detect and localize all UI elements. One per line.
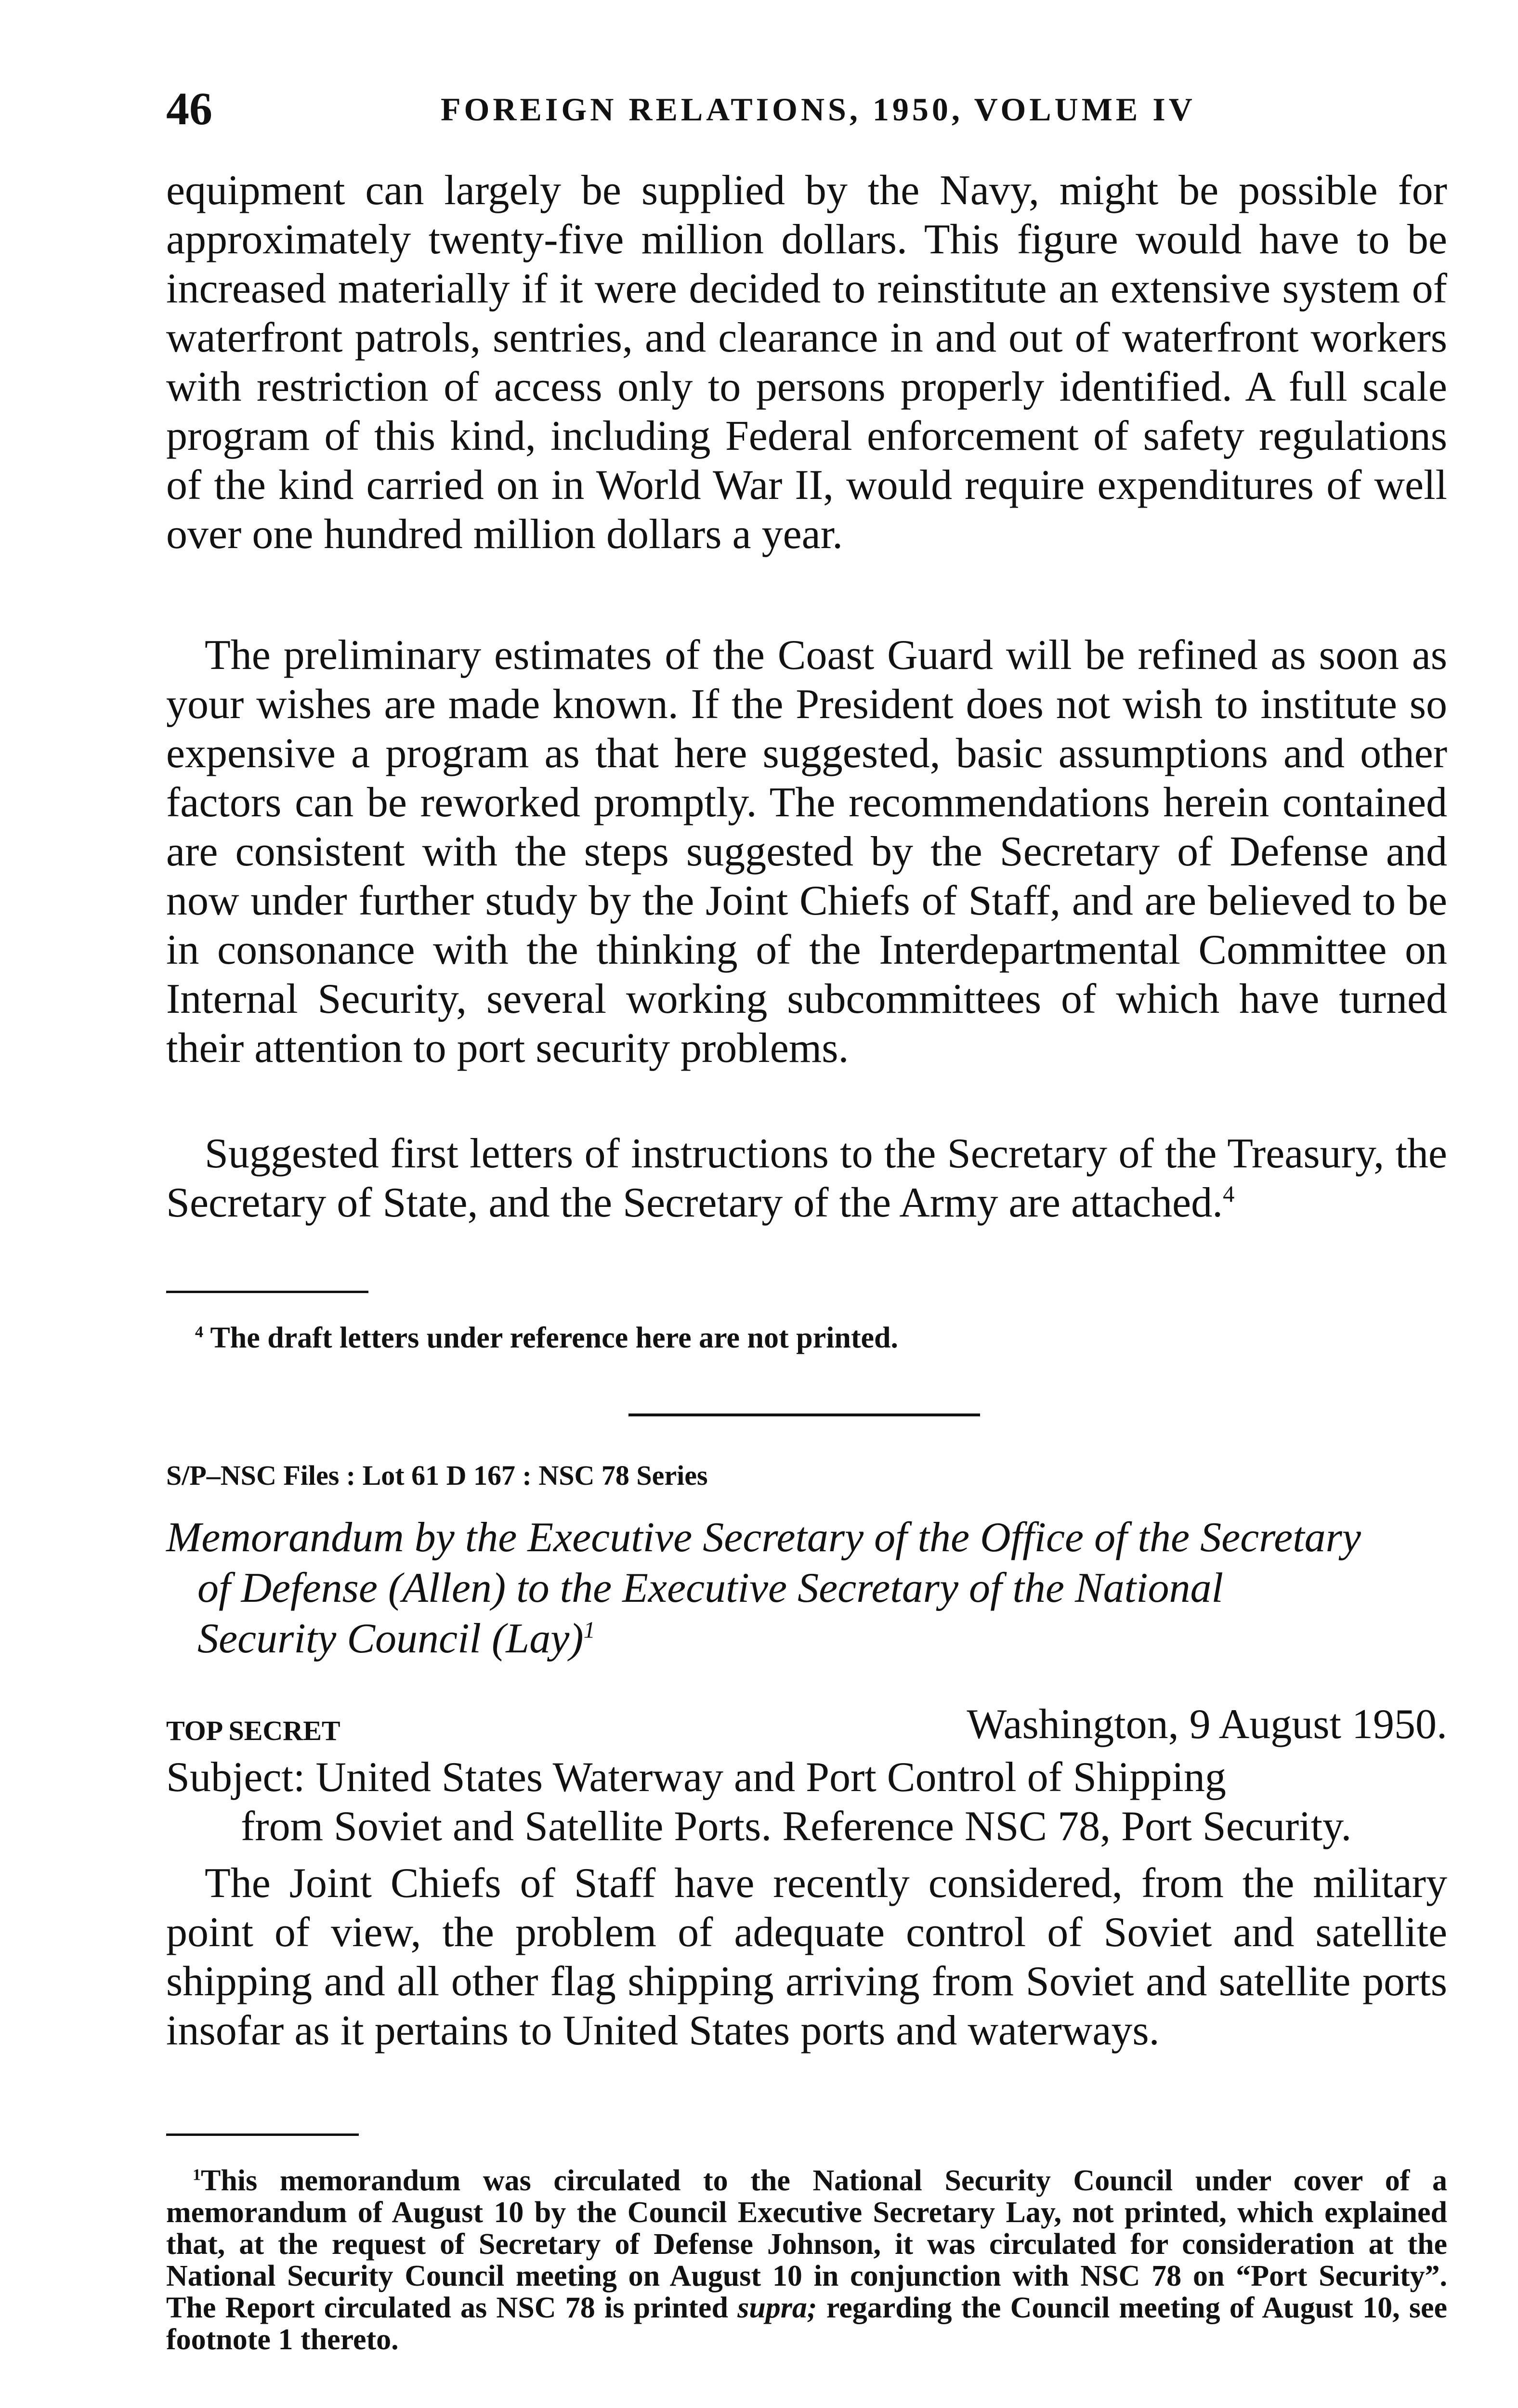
footnote-marker: 4 [1223, 1181, 1235, 1207]
footnote-emphasis: supra; [737, 2291, 817, 2324]
paragraph-text: equipment can largely be supplied by the Navy, might be possible for approximately twenty-five million dollars. This figure would have to be increased materially if it were decided to reinstitute an extensive system of waterfront patrols, sentries, and clearance in and out of waterfront workers with restriction of access only to persons properly identified. A full scale program of this kind, including Federal enforcement of safety regulations of the kind carried on in World War II, would require expenditures of well over one hundred million dollars a year. [166, 167, 1447, 558]
paragraph-text: Suggested first letters of instructions to the Secretary of the Treasury, the Secretary of State, and the Secretary of the Army are attached. [166, 1130, 1447, 1226]
classification-label: TOP SECRET [166, 1715, 340, 1746]
footnote-1 [166, 2165, 1447, 2356]
footnote-rule [166, 2133, 359, 2136]
paragraph-jcs [166, 1859, 1447, 2055]
footnote-marker: 1 [193, 2166, 201, 2184]
document-title [166, 1512, 1447, 1664]
page-number: 46 [166, 83, 212, 134]
footnote-text: regarding the Council meeting of August 10, see footnote 1 thereto. [166, 2291, 1447, 2356]
footnote-text: This memorandum was circulated to the National Security Council under cover of a memorandum of August 10 by the Council Executive Secretary Lay, not printed, which explained that, at the request of Secretary of Defense Johnson, it was circulated for consideration at the National Security Council meeting on August 10 in conjunction with NSC 78 on “Port Security”. The Report circulated as NSC 78 is printed [166, 2164, 1447, 2324]
running-head: FOREIGN RELATIONS, 1950, VOLUME IV [441, 91, 1196, 128]
paragraph-text: The preliminary estimates of the Coast Guard will be refined as soon as your wishes are made known. If the President does not wish to institute so expensive a program as that here suggested, basic assumptions and other factors can be reworked promptly. The recommendations herein contained are consistent with the steps suggested by the Secretary of Defense and now under further study by the Joint Chiefs of Staff, and are believed to be in consonance with the thinking of the Interdepartmental Committee on Internal Security, several working subcommittees of which have turned their attention to port security problems. [166, 632, 1447, 1072]
footnote-4 [166, 1322, 1447, 1354]
subject-line [166, 1753, 1447, 1851]
footnote-marker: 4 [195, 1323, 204, 1341]
footnote-text: The draft letters under reference here are not printed. [210, 1322, 898, 1354]
paragraph-estimates [166, 631, 1447, 1073]
paragraph-text: The Joint Chiefs of Staff have recently considered, from the military point of view, the problem of adequate control of Soviet and satellite shipping and all other flag shipping arriving from Soviet and satellite ports insofar as it pertains to United States ports and waterways. [166, 1860, 1447, 2054]
title-line: Security Council (Lay) [197, 1615, 584, 1662]
subject-text: Subject: United States Waterway and Port Control of Shipping [166, 1754, 1226, 1801]
paragraph-continuation [166, 166, 1447, 559]
source-citation: S/P–NSC Files : Lot 61 D 167 : NSC 78 Series [166, 1460, 708, 1491]
title-line: Memorandum by the Executive Secretary of the Office of the Secretary [166, 1514, 1361, 1561]
title-line: of Defense (Allen) to the Executive Secretary of the National [197, 1565, 1224, 1611]
footnote-rule [166, 1291, 368, 1293]
paragraph-attachments [166, 1129, 1447, 1228]
dateline: Washington, 9 August 1950. [967, 1701, 1447, 1748]
subject-text: from Soviet and Satellite Ports. Reference NSC 78, Port Security. [241, 1803, 1352, 1850]
section-divider [628, 1413, 980, 1416]
footnote-marker: 1 [583, 1617, 595, 1643]
page-header [166, 82, 1447, 144]
